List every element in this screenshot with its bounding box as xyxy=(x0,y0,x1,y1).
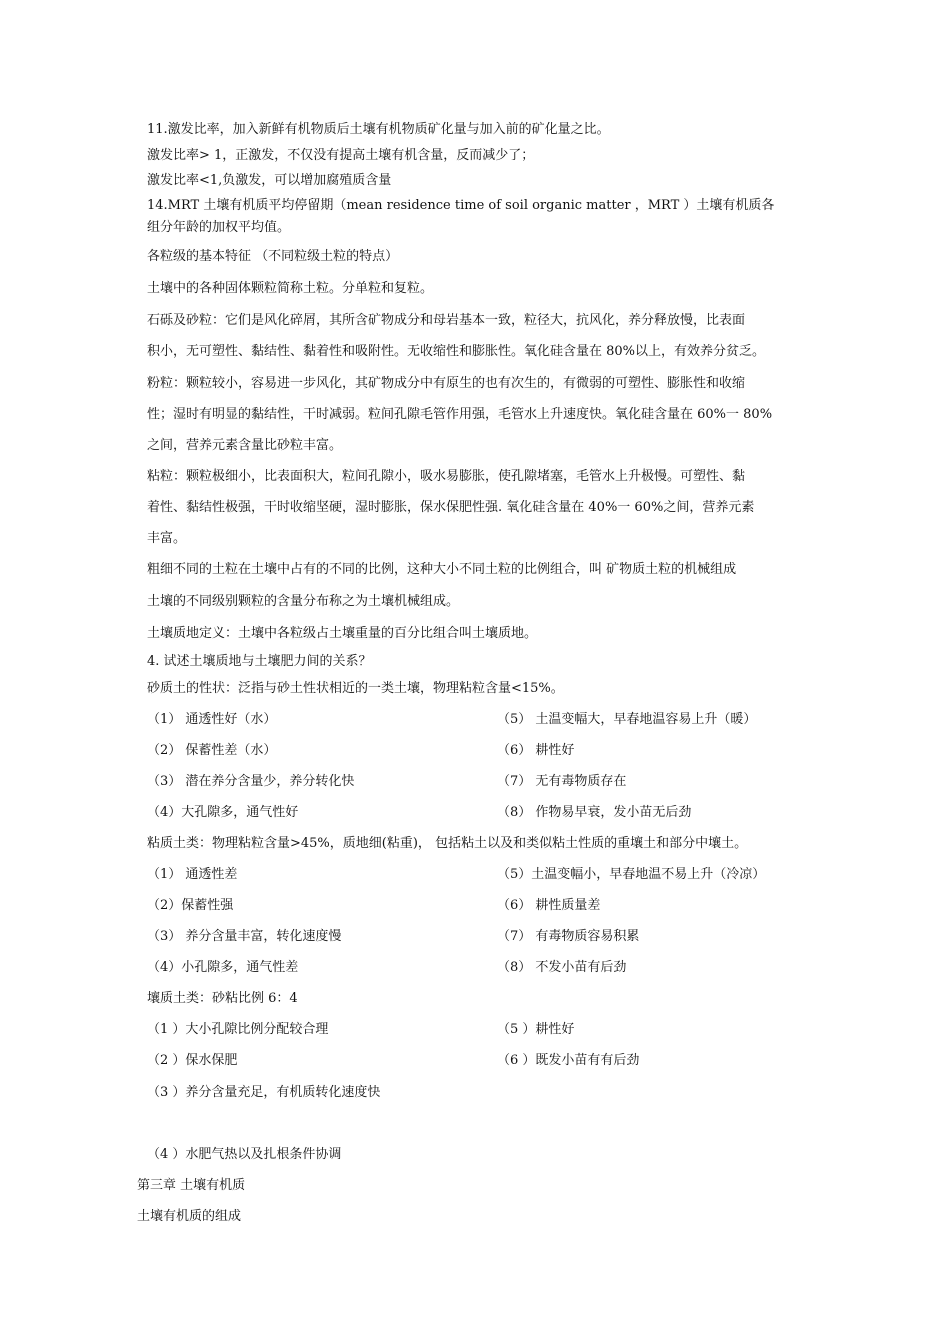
paragraph-clay-line3: 丰富。 xyxy=(147,531,187,546)
paragraph-silt-line1: 粉粒：颗粒较小，容易进一步风化，其矿物成分中有原生的也有次生的，有微弱的可塑性、膨胀性和收缩 xyxy=(147,376,746,391)
paragraph-gravel-sand-line1: 石砾及砂粒：它们是风化碎屑，其所含矿物成分和母岩基本一致，粒径大，抗风化，养分释放慢，比表面 xyxy=(147,313,746,328)
paragraph-mrt-line1: 14.MRT 土壤有机质平均停留期（mean residence time of soil organic matter ，MRT ）土壤有机质各 xyxy=(147,198,775,213)
loam-right-item: （6 ）既发小苗有有后劲 xyxy=(497,1053,640,1068)
paragraph-clay-line2: 着性、黏结性极强，干时收缩坚硬，湿时膨胀，保水保肥性强. 氧化硅含量在 40%一 60%之间，营养元素 xyxy=(147,500,755,515)
sandy-right-item: （6） 耕性好 xyxy=(497,743,575,758)
loam-right-item: （5 ）耕性好 xyxy=(497,1022,575,1037)
paragraph-mechanical-composition: 粗细不同的土粒在土壤中占有的不同的比例，这种大小不同土粒的比例组合，叫 矿物质土粒的机械组成 xyxy=(147,562,737,577)
question-heading: 4. 试述土壤质地与土壤肥力间的关系？ xyxy=(147,654,372,669)
clay-left-item: （4）小孔隙多，通气性差 xyxy=(147,960,299,975)
section-heading: 土壤有机质的组成 xyxy=(137,1209,242,1224)
loam-left-item: （3 ）养分含量充足，有机质转化速度快 xyxy=(147,1085,381,1100)
paragraph-texture-definition: 土壤质地定义：土壤中各粒级占土壤重量的百分比组合叫土壤质地。 xyxy=(147,626,538,641)
heading-particle-features: 各粒级的基本特征 （不同粒级土粒的特点） xyxy=(147,249,399,264)
paragraph-soil-particles: 土壤中的各种固体颗粒简称土粒。分单粒和复粒。 xyxy=(147,281,434,296)
loam-soil-heading: 壤质土类：砂粘比例 6：4 xyxy=(147,991,298,1006)
clay-right-item: （7） 有毒物质容易积累 xyxy=(497,929,640,944)
paragraph-clay-line1: 粘粒：颗粒极细小，比表面积大，粒间孔隙小，吸水易膨胀，使孔隙堵塞，毛管水上升极慢。可塑性、黏 xyxy=(147,469,746,484)
clay-left-item: （1） 通透性差 xyxy=(147,867,238,882)
paragraph-gravel-sand-line2: 积小，无可塑性、黏结性、黏着性和吸附性。无收缩性和膨胀性。氧化硅含量在 80%以上，有效养分贫乏。 xyxy=(147,344,766,359)
sandy-left-item: （3） 潜在养分含量少，养分转化快 xyxy=(147,774,355,789)
clay-left-item: （3） 养分含量丰富，转化速度慢 xyxy=(147,929,342,944)
paragraph-silt-line2: 性；湿时有明显的黏结性，干时减弱。粒间孔隙毛管作用强，毛管水上升速度快。氧化硅含量在 60%一 80% xyxy=(147,407,773,422)
paragraph-positive-excitation: 激发比率> 1，正激发，不仅没有提高土壤有机含量，反而减少了； xyxy=(147,148,535,163)
paragraph-mechanical-composition-def: 土壤的不同级别颗粒的含量分布称之为土壤机械组成。 xyxy=(147,594,460,609)
clay-soil-heading: 粘质土类：物理粘粒含量>45%，质地细(粘重)， 包括粘土以及和类似粘土性质的重壤土和部分中壤土。 xyxy=(147,836,748,851)
clay-right-item: （8） 不发小苗有后劲 xyxy=(497,960,627,975)
loam-left-item: （4 ）水肥气热以及扎根条件协调 xyxy=(147,1147,342,1162)
clay-right-item: （5）土温变幅小，早春地温不易上升（冷凉） xyxy=(497,867,766,882)
loam-left-item: （1 ）大小孔隙比例分配较合理 xyxy=(147,1022,329,1037)
clay-right-item: （6） 耕性质量差 xyxy=(497,898,601,913)
loam-left-item: （2 ）保水保肥 xyxy=(147,1053,238,1068)
paragraph-silt-line3: 之间，营养元素含量比砂粒丰富。 xyxy=(147,438,343,453)
chapter-heading: 第三章 土壤有机质 xyxy=(137,1178,246,1193)
sandy-left-item: （1） 通透性好（水） xyxy=(147,712,277,727)
paragraph-excitation-ratio: 11.激发比率，加入新鲜有机物质后土壤有机物质矿化量与加入前的矿化量之比。 xyxy=(147,122,610,137)
sandy-right-item: （7） 无有毒物质存在 xyxy=(497,774,627,789)
sandy-right-item: （5） 土温变幅大，早春地温容易上升（暖） xyxy=(497,712,757,727)
paragraph-mrt-line2: 组分年龄的加权平均值。 xyxy=(147,220,291,235)
sandy-right-item: （8） 作物易早衰，发小苗无后劲 xyxy=(497,805,692,820)
paragraph-negative-excitation: 激发比率<1,负激发，可以增加腐殖质含量 xyxy=(147,173,392,188)
sandy-left-item: （2） 保蓄性差（水） xyxy=(147,743,277,758)
clay-left-item: （2）保蓄性强 xyxy=(147,898,234,913)
sandy-left-item: （4）大孔隙多，通气性好 xyxy=(147,805,299,820)
sandy-soil-heading: 砂质土的性状：泛指与砂土性状相近的一类土壤，物理粘粒含量<15%。 xyxy=(147,681,564,696)
